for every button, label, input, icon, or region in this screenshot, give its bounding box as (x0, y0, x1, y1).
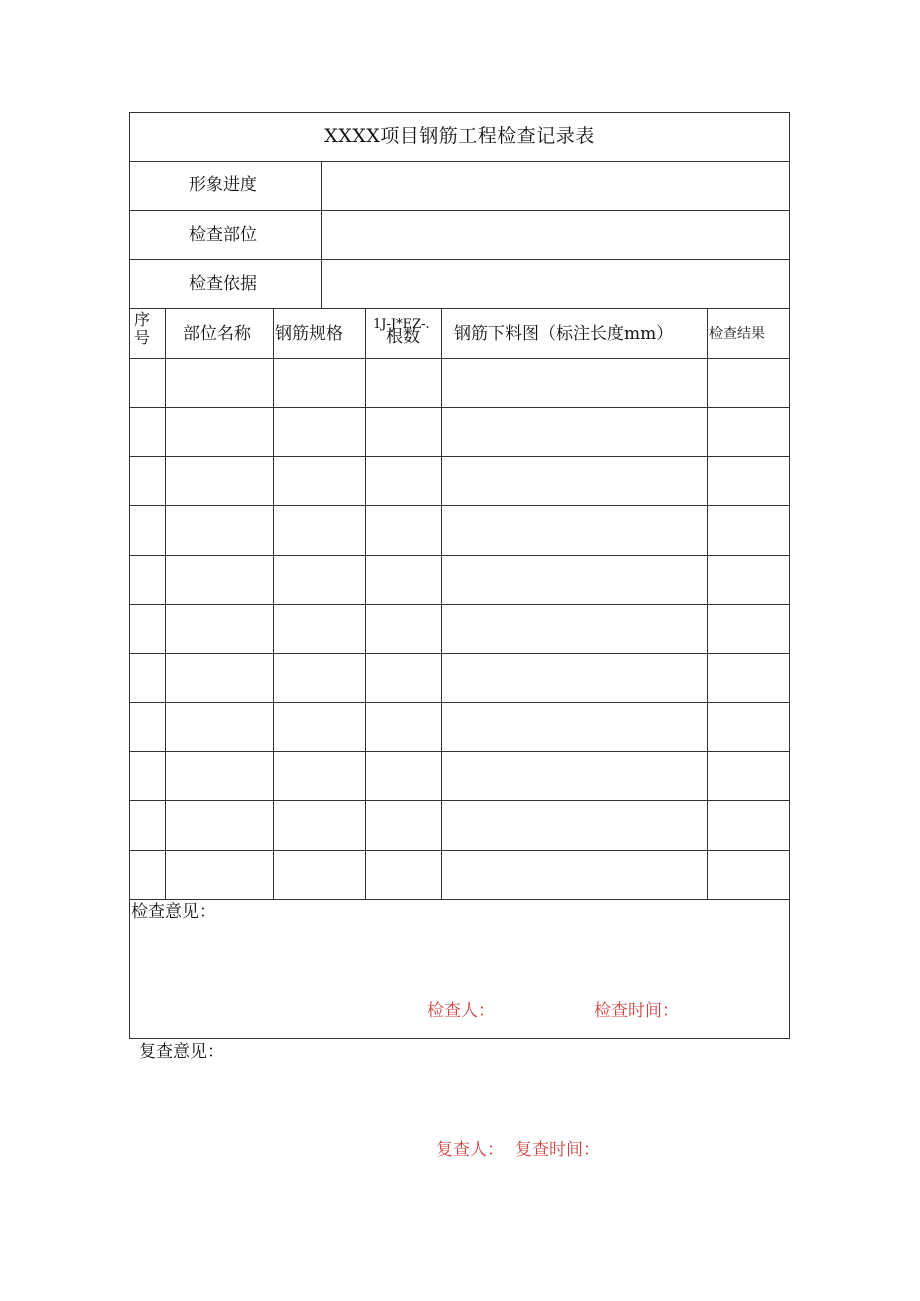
row-divider (129, 505, 790, 506)
header-count: 根数 (386, 327, 420, 347)
row-divider (129, 850, 790, 851)
table-bottom-divider (129, 899, 790, 900)
info-divider-2 (129, 259, 790, 260)
col-divider-seq (165, 308, 166, 899)
col-divider-part (273, 308, 274, 899)
header-seq: 序号 (134, 310, 151, 347)
reviewer-label: 复查人： (436, 1140, 504, 1160)
review-time-label: 复查时间： (515, 1140, 600, 1160)
inspector-label: 检查人： (427, 1001, 495, 1021)
header-cut-drawing: 钢筋下料图（标注长度mm） (454, 324, 674, 344)
row-divider (129, 653, 790, 654)
review-opinion-label: 复查意见： (139, 1042, 224, 1062)
row-divider (129, 604, 790, 605)
row-divider (129, 751, 790, 752)
header-count-overlay: 1J-J*EZ-. (373, 317, 430, 332)
form-title: XXXX项目钢筋工程检查记录表 (324, 125, 595, 147)
header-rebar-spec: 钢筋规格 (275, 324, 343, 344)
info-divider-1 (129, 210, 790, 211)
info-column-divider (321, 161, 322, 309)
col-divider-drawing (707, 308, 708, 899)
inspection-opinion-label: 检查意见： (131, 902, 216, 922)
row-divider (129, 555, 790, 556)
header-part-name: 部位名称 (183, 324, 251, 344)
row-divider (129, 456, 790, 457)
row-divider (129, 800, 790, 801)
header-divider (129, 358, 790, 359)
title-divider (129, 161, 790, 162)
header-result: 检查结果 (709, 326, 765, 342)
col-divider-spec (365, 308, 366, 899)
col-divider-count (441, 308, 442, 899)
inspection-basis-label: 检查依据 (189, 274, 257, 294)
progress-label: 形象进度 (189, 175, 257, 195)
row-divider (129, 407, 790, 408)
inspection-time-label: 检查时间： (594, 1001, 679, 1021)
row-divider (129, 702, 790, 703)
info-divider-3 (129, 308, 790, 309)
inspection-location-label: 检查部位 (189, 225, 257, 245)
